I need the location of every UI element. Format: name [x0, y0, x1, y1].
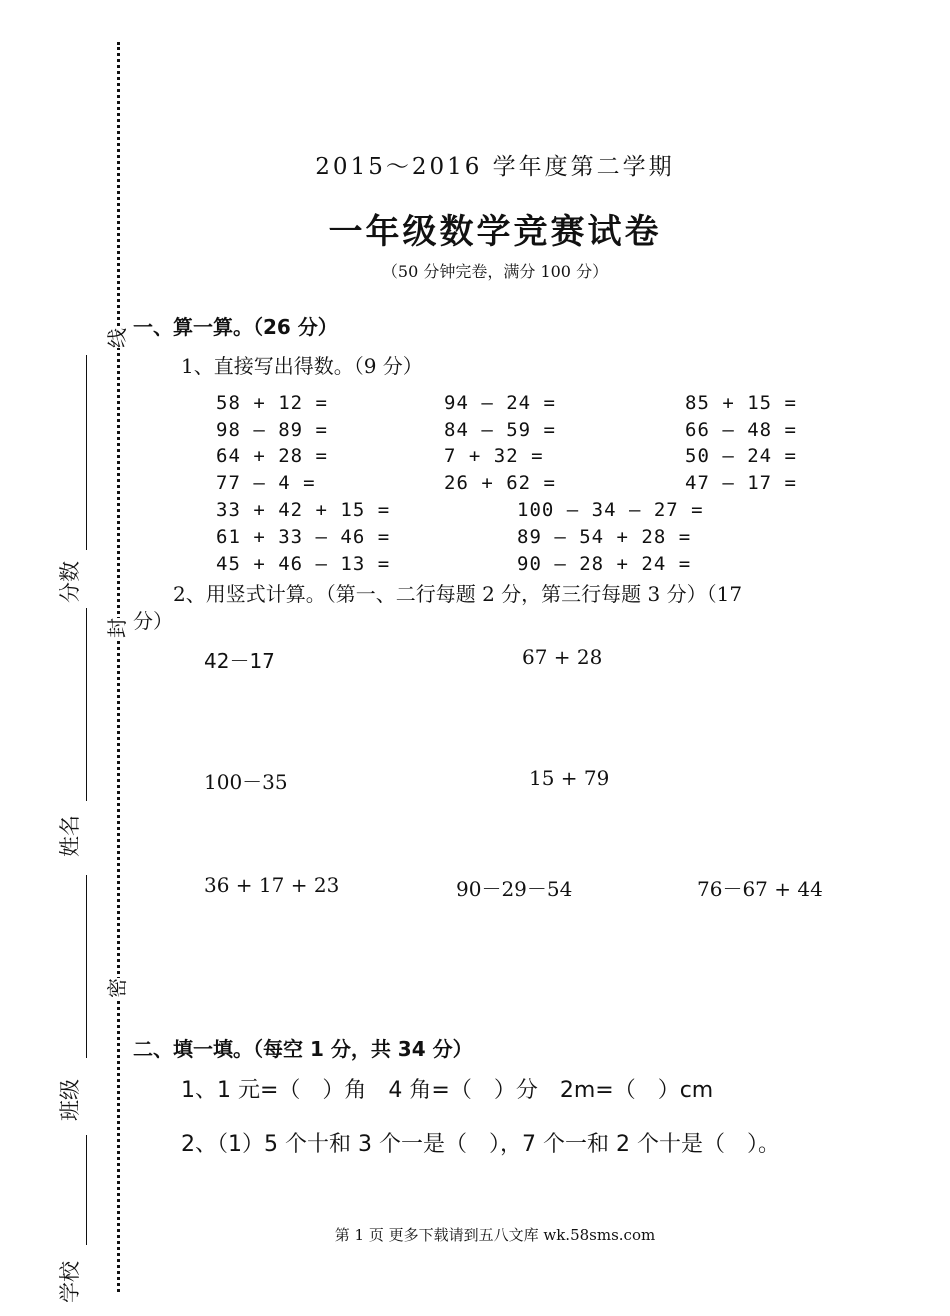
- problem-4-2: 26 + 62 =: [444, 472, 556, 494]
- page-footer: 第 1 页 更多下载请到五八文库 wk.58sms.com: [334, 1226, 656, 1244]
- vertical-calc-4: 15 + 79: [529, 766, 610, 790]
- vertical-calc-1: 42－17: [204, 649, 275, 673]
- problem-6-1: 61 + 33 — 46 =: [216, 526, 391, 548]
- part1-heading: 1、直接写出得数。（9 分）: [181, 354, 423, 378]
- problem-2-2: 84 — 59 =: [444, 419, 556, 441]
- fill-question-1: 1、1 元=（ ）角 4 角=（ ）分 2m=（ ）cm: [181, 1078, 714, 1103]
- name-field-line: [86, 608, 87, 801]
- class-field-label: 班级: [58, 1079, 82, 1121]
- problem-2-1: 98 — 89 =: [216, 419, 328, 441]
- problem-5-1: 33 + 42 + 15 =: [216, 499, 391, 521]
- school-field-label: 学校: [58, 1261, 82, 1303]
- problem-5-2: 100 — 34 — 27 =: [517, 499, 704, 521]
- seal-char-seal: 封: [105, 618, 129, 638]
- problem-1-2: 94 — 24 =: [444, 392, 556, 414]
- vertical-calc-3: 100－35: [204, 770, 288, 794]
- problem-6-2: 89 — 54 + 28 =: [517, 526, 692, 548]
- semester-line: 2015～2016 学年度第二学期: [315, 154, 675, 180]
- problem-4-1: 77 — 4 =: [216, 472, 316, 494]
- section1-heading: 一、算一算。（26 分）: [133, 315, 338, 339]
- score-field-label: 分数: [58, 561, 82, 603]
- vertical-calc-2: 67 + 28: [522, 645, 603, 669]
- problem-2-3: 66 — 48 =: [685, 419, 797, 441]
- exam-note: （50 分钟完卷，满分 100 分）: [381, 262, 609, 281]
- score-field-line: [86, 355, 87, 550]
- name-field-label: 姓名: [58, 815, 82, 857]
- problem-7-2: 90 — 28 + 24 =: [517, 553, 692, 575]
- part2-heading: 2、用竖式计算。（第一、二行每题 2 分，第三行每题 3 分）（17: [173, 582, 743, 606]
- part2-heading-cont: 分）: [133, 609, 173, 633]
- seal-char-line: 线: [105, 328, 129, 348]
- vertical-calc-6: 90－29－54: [456, 877, 573, 901]
- problem-4-3: 47 — 17 =: [685, 472, 797, 494]
- problem-3-1: 64 + 28 =: [216, 445, 328, 467]
- fill-question-2: 2、（1）5 个十和 3 个一是（ ），7 个一和 2 个十是（ ）。: [181, 1132, 780, 1157]
- vertical-calc-7: 76－67 + 44: [697, 877, 823, 901]
- problem-7-1: 45 + 46 — 13 =: [216, 553, 391, 575]
- seal-char-secret: 密: [105, 978, 129, 998]
- problem-3-3: 50 — 24 =: [685, 445, 797, 467]
- problem-1-1: 58 + 12 =: [216, 392, 328, 414]
- problem-1-3: 85 + 15 =: [685, 392, 797, 414]
- exam-title: 一年级数学竞赛试卷: [328, 212, 662, 252]
- section2-heading: 二、填一填。（每空 1 分，共 34 分）: [133, 1037, 473, 1061]
- vertical-calc-5: 36 + 17 + 23: [204, 873, 340, 897]
- problem-3-2: 7 + 32 =: [444, 445, 544, 467]
- class-field-line: [86, 875, 87, 1058]
